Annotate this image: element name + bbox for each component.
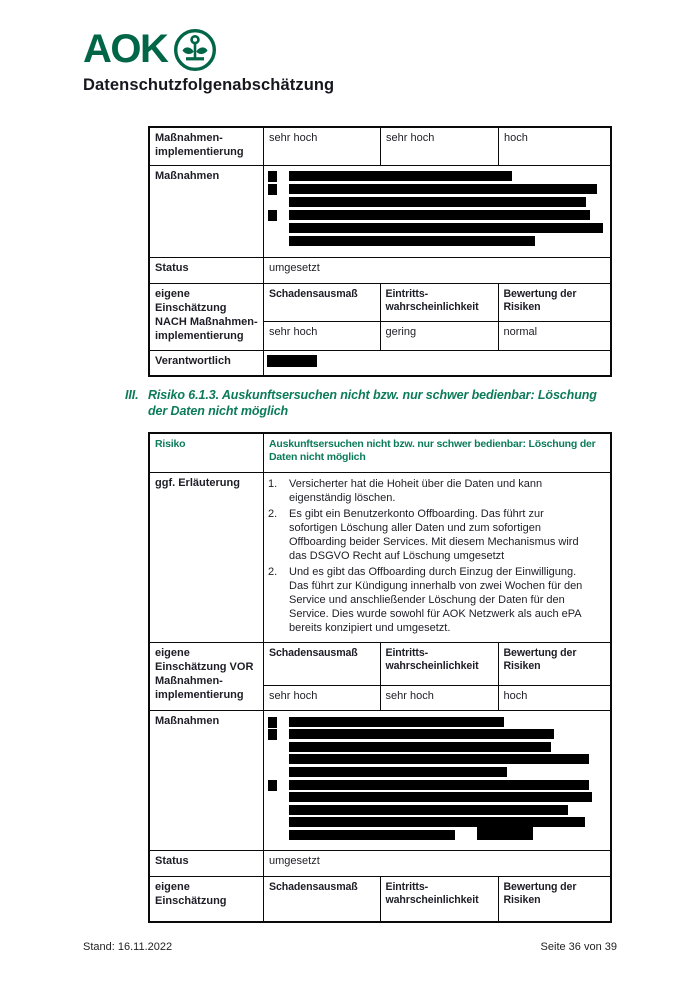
redacted-bar <box>289 754 589 764</box>
column-header: Bewertung der Risiken <box>498 877 611 921</box>
list-item-number: 2. <box>268 507 278 520</box>
redacted-line <box>266 223 606 236</box>
redacted-line <box>266 817 606 830</box>
aok-logo-text: AOK <box>83 27 168 71</box>
document-title: Datenschutzfolgenabschätzung <box>83 76 335 94</box>
column-header: Bewertung der Risiken <box>498 643 611 685</box>
row-eigene-einschaetzung <box>150 876 610 921</box>
assessment-value-row <box>264 321 610 350</box>
redacted-line <box>266 767 606 780</box>
table-cell: hoch <box>498 128 610 165</box>
redacted-line <box>266 236 606 249</box>
row-label: ggf. Erläuterung <box>155 477 240 489</box>
assessment-subtable <box>263 877 610 921</box>
status-value: umgesetzt <box>263 851 610 876</box>
column-header: Schadensausmaß <box>269 646 358 659</box>
status-value: umgesetzt <box>263 258 610 283</box>
aok-tree-of-life-icon <box>172 27 218 73</box>
page-footer <box>83 941 617 953</box>
row-label: Status <box>155 262 189 274</box>
row-einschaetzung-nach <box>150 283 610 350</box>
redacted-content <box>263 351 610 375</box>
redacted-bar <box>289 792 592 802</box>
page-header <box>83 26 334 95</box>
risk-table-6-1-3 <box>148 432 612 923</box>
redacted-bullet <box>268 717 277 728</box>
redacted-line <box>266 184 606 197</box>
table-cell: sehr hoch <box>263 128 380 165</box>
row-label: Maßnahmen <box>155 170 220 182</box>
redacted-bullet <box>268 184 277 195</box>
redacted-bar <box>289 717 504 727</box>
redacted-bullet <box>268 210 277 221</box>
aok-logo <box>83 26 334 73</box>
table-cell: gering <box>380 322 498 350</box>
redacted-bar <box>289 780 589 790</box>
redacted-bar <box>289 729 554 739</box>
section-heading-text: Risiko 6.1.3. Auskunftsersuchen nicht bzw. nur schwer bedienbar: Löschung der Daten nicht möglich <box>148 388 597 419</box>
list-item <box>267 478 593 506</box>
assessment-subtable <box>263 643 610 710</box>
row-label: Maßnahmen <box>155 714 220 727</box>
table-cell: sehr hoch <box>269 326 318 338</box>
row-label: eigene Einschätzung NACH Maßnahmen-implementierung <box>155 288 258 342</box>
redacted-line <box>266 171 606 184</box>
column-header: Eintritts-wahrscheinlichkeit <box>380 284 498 321</box>
redacted-bar <box>289 767 507 777</box>
column-header: Schadensausmaß <box>269 880 358 893</box>
redacted-line <box>266 805 606 818</box>
list-item <box>267 566 593 636</box>
redacted-line <box>267 355 610 371</box>
assessment-header-row <box>264 284 610 321</box>
redacted-bar <box>289 184 597 194</box>
row-risiko <box>150 434 610 472</box>
row-massnahmen-implementierung <box>150 128 610 165</box>
redacted-line <box>266 754 606 767</box>
row-label: eigene Einschätzung VOR Maßnahmen-implementierung <box>155 646 254 701</box>
assessment-header-row <box>264 877 610 921</box>
assessment-header-row <box>264 643 610 685</box>
redacted-line <box>266 780 606 793</box>
row-verantwortlich <box>150 350 610 375</box>
list-item <box>267 508 593 564</box>
redacted-content <box>263 711 610 850</box>
redacted-line <box>266 742 606 755</box>
row-label: eigene Einschätzung <box>155 880 227 907</box>
footer-page-number: Seite 36 von 39 <box>540 941 617 953</box>
row-massnahmen <box>150 165 610 257</box>
list-item-text: Und es gibt das Offboarding durch Einzug der Einwilligung. Das führt zur Kündigung innerhalb von zwei Wochen für den Service und anschließender Löschung der Daten für den Service. Dies wurde sowohl für AOK Netzwerk als auch ePA bereits konzipiert und umgesetzt. <box>289 565 583 634</box>
row-erlaeuterung <box>150 472 610 642</box>
redacted-line <box>266 729 606 742</box>
row-label: Maßnahmen-implementierung <box>155 132 244 158</box>
table-cell: sehr hoch <box>380 686 498 710</box>
redacted-bullet <box>268 729 277 740</box>
redacted-line <box>266 792 606 805</box>
table-cell: sehr hoch <box>269 689 318 702</box>
redacted-line <box>266 210 606 223</box>
table-cell: sehr hoch <box>380 128 498 165</box>
redacted-bar <box>289 742 551 752</box>
row-massnahmen <box>150 710 610 850</box>
row-label: Status <box>155 854 189 867</box>
row-status <box>150 850 610 876</box>
redacted-bar <box>289 197 586 207</box>
table-cell: normal <box>498 322 611 350</box>
row-label: Risiko <box>155 438 186 450</box>
column-header: Bewertung der Risiken <box>498 284 611 321</box>
redacted-bullet <box>268 780 277 791</box>
list-item-text: Versicherter hat die Hoheit über die Daten und kann eigenständig löschen. <box>289 478 543 504</box>
column-header: Eintritts-wahrscheinlichkeit <box>380 877 498 921</box>
row-einschaetzung-vor <box>150 642 610 710</box>
redacted-bar <box>289 817 585 827</box>
redacted-line <box>266 197 606 210</box>
row-status <box>150 257 610 283</box>
redacted-bar <box>289 171 512 181</box>
explanation-list <box>263 473 610 642</box>
redacted-line <box>266 830 606 843</box>
redacted-bar <box>477 823 533 840</box>
section-numeral: III. <box>125 388 139 402</box>
redacted-bar <box>289 236 535 246</box>
table-cell: hoch <box>498 686 611 710</box>
list-item-number: 1. <box>268 478 278 490</box>
redacted-line <box>266 717 606 730</box>
redacted-bar <box>289 805 568 815</box>
redacted-bullet <box>268 171 277 182</box>
redacted-content <box>263 166 610 257</box>
risk-table-continuation <box>148 126 612 377</box>
redacted-bar <box>289 830 455 840</box>
section-heading <box>125 387 619 420</box>
column-header: Schadensausmaß <box>269 288 358 300</box>
assessment-subtable <box>263 284 610 350</box>
list-item-text: Es gibt ein Benutzerkonto Offboarding. Das führt zur sofortigen Löschung aller Daten und zum sofortigen Offboarding beider Services. Mit diesem Mechanismus wird das DSGVO Recht auf Löschung umgesetzt <box>289 507 579 562</box>
column-header: Eintritts-wahrscheinlichkeit <box>380 643 498 685</box>
redacted-bar <box>267 355 317 367</box>
row-label: Verantwortlich <box>155 355 231 367</box>
assessment-value-row <box>264 685 610 710</box>
redacted-bar <box>289 223 603 233</box>
risk-description: Auskunftsersuchen nicht bzw. nur schwer bedienbar: Löschung der Daten nicht möglich <box>263 434 610 472</box>
redacted-bar <box>289 210 590 220</box>
list-item-number: 2. <box>268 565 278 578</box>
footer-date: Stand: 16.11.2022 <box>83 941 173 953</box>
